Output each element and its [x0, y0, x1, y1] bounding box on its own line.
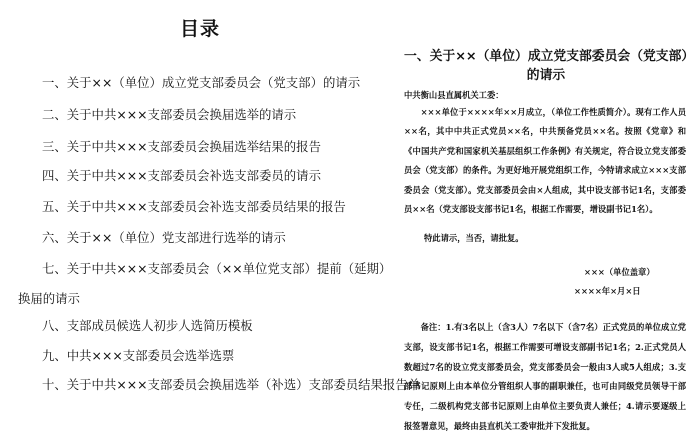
document-title: [398, 47, 694, 85]
toc-item-2[interactable]: 二、关于中共×××支部委员会换届选举的请示: [42, 107, 297, 122]
document-title-line-2: 的请示: [526, 68, 566, 83]
toc-item-5[interactable]: 五、关于中共×××支部委员会补选支部委员结果的报告: [42, 199, 346, 214]
toc-item-4[interactable]: 四、关于中共×××支部委员会补选支部委员的请示: [42, 168, 321, 183]
toc-item-6[interactable]: 六、关于××（单位）党支部进行选举的请示: [42, 230, 286, 245]
toc-title: 目录: [180, 18, 221, 40]
toc-item-8[interactable]: 八、支部成员候选人初步人选简历模板: [42, 318, 253, 333]
closing-line: 特此请示，当否，请批复。: [424, 233, 524, 243]
remarks-note: 备注：1.有3名以上（含3人）7名以下（含7名）正式党员的单位成立党支部，设支部书记1名，根据工作需要可增设支部副书记1名；2.正式党员人数超过7名的设立党支部委员会，党支部委员会一般由3人或5人组成；3.支部书记原则上由本单位分管组织人事的副职兼任，也可由同级党员领导干部专任，二级机构党支部书记原则上由单位主要负责人兼任；4.请示要逐级上报签署意见，最终由县直机关工委审批并下发批复。: [404, 322, 686, 431]
addressee: 中共衡山县直属机关工委：: [404, 90, 504, 100]
toc-item-10[interactable]: 十、关于中共×××支部委员会换届选举（补选）支部委员结果报告单: [42, 377, 421, 392]
toc-item-1[interactable]: 一、关于××（单位）成立党支部委员会（党支部）的请示: [42, 75, 361, 90]
toc-item-9[interactable]: 九、中共×××支部委员会选举选票: [42, 348, 235, 363]
document-title-line-1: 一、关于××（单位）成立党支部委员会（党支部）: [404, 49, 695, 64]
body-paragraph: ×××单位于××××年××月成立，（单位工作性质简介）。现有工作人员××名，其中中共正式党员××名，中共预备党员××名。按照《党章》和《中国共产党和国家机关基层组织工作条例》有关规定，符合设立党支部委员会（党支部）的条件。为更好地开展党组织工作，今特请求成立×××支部委员会（党支部）。党支部委员会由×人组成，其中设支部书记1名，支部委员××名（党支部设支部书记1名，根据工作需要，增设副书记1名）。: [404, 107, 686, 215]
toc-item-7[interactable]: 七、关于中共×××支部委员会（××单位党支部）提前（延期）换届的请示: [18, 261, 386, 306]
document-page: [398, 0, 694, 432]
signature-organization: ×××（单位盖章）: [584, 267, 655, 277]
toc-item-3[interactable]: 三、关于中共×××支部委员会换届选举结果的报告: [42, 139, 321, 154]
signature-date: ××××年×月×日: [574, 286, 641, 296]
